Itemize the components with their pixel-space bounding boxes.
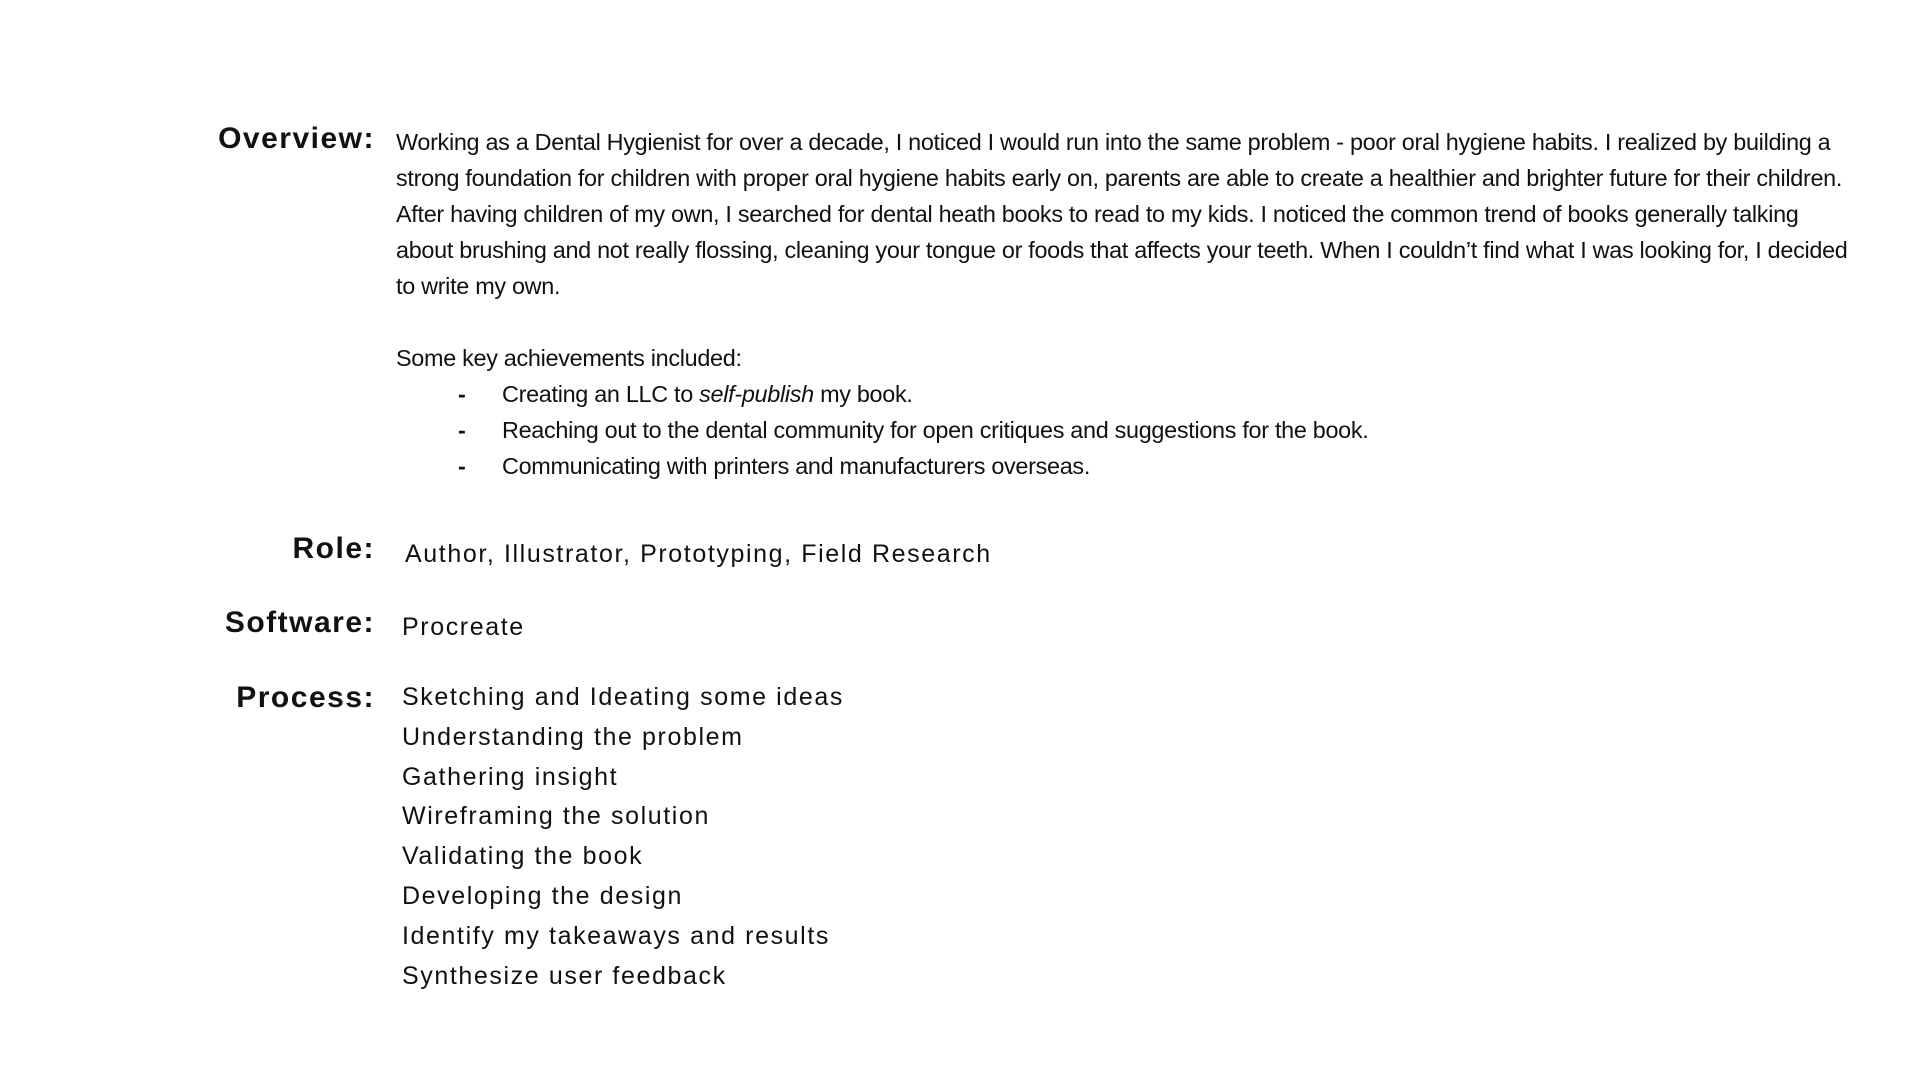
overview-body	[396, 124, 1856, 484]
list-item	[396, 376, 1856, 412]
achievement-list	[396, 376, 1856, 484]
software-value: Procreate	[402, 613, 525, 641]
achievement-emphasis: self-publish	[699, 381, 814, 407]
list-item: Understanding the problem	[402, 722, 744, 751]
list-item: Sketching and Ideating some ideas	[402, 683, 844, 711]
bullet-dash: -	[458, 381, 466, 407]
list-item: Wireframing the solution	[402, 802, 710, 831]
achievement-text: Reaching out to the dental community for open critiques and suggestions for the book.	[502, 417, 1369, 443]
software-label: Software:	[224, 606, 375, 639]
achievement-text: Creating an LLC to	[502, 381, 700, 407]
achievement-text: my book.	[813, 381, 913, 407]
list-item: Synthesize user feedback	[402, 961, 727, 990]
list-item: Identify my takeaways and results	[402, 921, 830, 950]
list-item	[396, 448, 1856, 484]
achievement-text: Communicating with printers and manufacturers overseas.	[502, 453, 1091, 479]
list-item: Developing the design	[402, 881, 683, 910]
list-item: Validating the book	[402, 842, 644, 871]
list-item	[396, 412, 1856, 448]
role-label: Role:	[292, 532, 375, 565]
process-label: Process:	[236, 681, 375, 714]
role-value: Author, Illustrator, Prototyping, Field Research	[405, 540, 992, 568]
achievements-intro: Some key achievements included:	[396, 345, 742, 371]
bullet-dash: -	[458, 417, 466, 443]
overview-paragraph: Working as a Dental Hygienist for over a decade, I noticed I would run into the same problem - poor oral hygiene habits. I realized by building a strong foundation for children with proper oral hygiene habits early on, parents are able to create a healthier and brighter future for their children. After having children of my own, I searched for dental heath books to read to my kids. I noticed the common trend of books generally talking about brushing and not really flossing, cleaning your tongue or foods that affects your teeth. When I couldn’t find what I was looking for, I decided to write my own.	[396, 129, 1848, 299]
bullet-dash: -	[458, 453, 466, 479]
overview-label: Overview:	[218, 122, 375, 155]
process-steps-list	[402, 678, 844, 996]
list-item: Gathering insight	[402, 762, 619, 791]
